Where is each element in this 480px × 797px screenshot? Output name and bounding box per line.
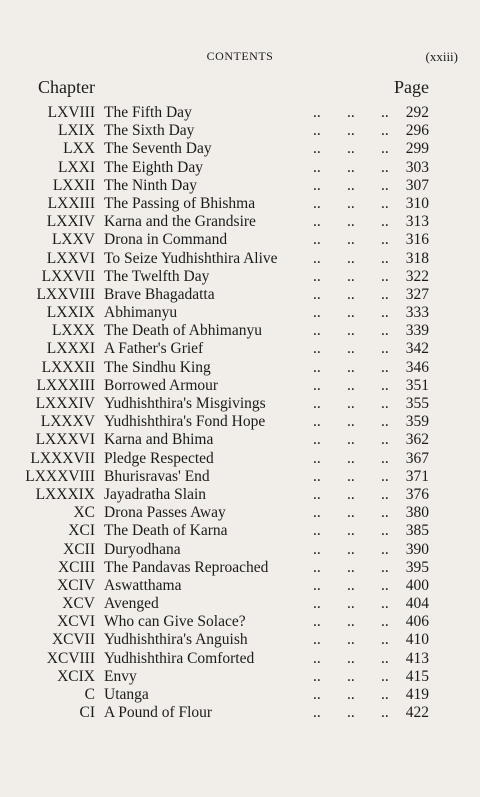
chapter-page: 404 (405, 595, 429, 613)
dot-leader (313, 450, 415, 468)
chapter-page: 351 (405, 376, 429, 394)
leader-dots: .. (381, 540, 389, 558)
leader-dots: .. (381, 649, 389, 667)
leader-dots: .. (347, 558, 355, 576)
chapter-number: LXXIV (46, 213, 95, 231)
chapter-title: Bhurisravas' End (104, 467, 210, 485)
chapter-number: LXXXIV (35, 395, 95, 412)
leader-dots: .. (313, 104, 321, 121)
dot-leader (313, 468, 415, 486)
toc-entry (0, 359, 480, 377)
leader-dots: .. (381, 613, 389, 631)
toc-entry (0, 395, 480, 413)
chapter-page: 359 (405, 413, 429, 431)
leader-dots: .. (313, 358, 321, 376)
chapter-number: LXXIII (47, 194, 95, 212)
chapter-page: 395 (405, 558, 429, 576)
dot-leader (313, 268, 415, 286)
leader-dots: .. (313, 340, 321, 358)
leader-dots: .. (347, 140, 355, 158)
toc-entry (0, 250, 480, 268)
leader-dots: .. (381, 194, 389, 212)
chapter-number: LXXVI (46, 249, 95, 267)
leader-dots: .. (313, 285, 321, 303)
chapter-title: Borrowed Armour (104, 376, 219, 394)
leader-dots: .. (347, 122, 355, 140)
leader-dots: .. (381, 467, 389, 485)
dot-leader (313, 541, 415, 559)
leader-dots: .. (381, 285, 389, 303)
dot-leader (313, 195, 415, 213)
chapter-number: XCIV (57, 576, 95, 594)
chapter-title: Yudhishthira's Fond Hope (104, 413, 266, 431)
chapter-title: Pledge Respected (104, 449, 214, 467)
leader-dots: .. (381, 322, 389, 340)
chapter-number: LXXXI (46, 340, 95, 358)
leader-dots: .. (381, 376, 389, 394)
chapter-title: The Fifth Day (104, 104, 192, 121)
leader-dots: .. (381, 595, 389, 613)
leader-dots: .. (313, 395, 321, 412)
toc-entry (0, 613, 480, 631)
dot-leader (313, 286, 415, 304)
toc-entry (0, 668, 480, 686)
chapter-page: 310 (405, 194, 429, 212)
toc-entry (0, 577, 480, 595)
dot-leader (313, 504, 415, 522)
chapter-page: 406 (405, 613, 429, 631)
chapter-title: The Eighth Day (104, 158, 204, 176)
leader-dots: .. (347, 522, 355, 540)
dot-leader (313, 104, 415, 122)
dot-leader (313, 559, 415, 577)
leader-dots: .. (313, 613, 321, 631)
toc-entry (0, 304, 480, 322)
chapter-page: 400 (405, 576, 429, 594)
chapter-title: The Death of Abhimanyu (104, 322, 262, 340)
leader-dots: .. (313, 631, 321, 649)
toc-entry (0, 140, 480, 158)
chapter-title: The Sixth Day (104, 122, 195, 140)
chapter-title: Karna and the Grandsire (104, 213, 256, 231)
leader-dots: .. (347, 322, 355, 340)
leader-dots: .. (313, 267, 321, 285)
leader-dots: .. (381, 158, 389, 176)
toc-entry (0, 340, 480, 358)
chapter-page: 362 (405, 431, 429, 449)
chapter-title: Yudhishthira's Anguish (104, 631, 248, 649)
chapter-page: 296 (405, 122, 429, 140)
leader-dots: .. (347, 158, 355, 176)
leader-dots: .. (381, 104, 389, 121)
toc-entry (0, 413, 480, 431)
chapter-page: 355 (405, 395, 429, 412)
chapter-title: The Seventh Day (104, 140, 212, 158)
chapter-number: LXXXVII (30, 449, 95, 467)
leader-dots: .. (347, 449, 355, 467)
leader-dots: .. (347, 176, 355, 194)
leader-dots: .. (313, 413, 321, 431)
leader-dots: .. (313, 140, 321, 158)
leader-dots: .. (347, 540, 355, 558)
chapter-page: 390 (405, 540, 429, 558)
chapter-title: Drona Passes Away (104, 504, 226, 522)
chapter-page: 413 (405, 649, 429, 667)
leader-dots: .. (313, 376, 321, 394)
chapter-number: XC (73, 504, 95, 522)
leader-dots: .. (381, 267, 389, 285)
leader-dots: .. (347, 485, 355, 503)
toc-entry (0, 595, 480, 613)
table-of-contents (0, 104, 480, 722)
toc-entry (0, 541, 480, 559)
leader-dots: .. (347, 285, 355, 303)
leader-dots: .. (313, 231, 321, 249)
leader-dots: .. (381, 340, 389, 358)
dot-leader (313, 668, 415, 686)
page-column-heading: Page (394, 77, 429, 97)
chapter-title: Yudhishthira's Misgivings (104, 395, 266, 412)
leader-dots: .. (347, 304, 355, 322)
chapter-title: Who can Give Solace? (104, 613, 246, 631)
chapter-number: LXXV (51, 231, 95, 249)
chapter-title: Envy (104, 667, 137, 685)
leader-dots: .. (347, 413, 355, 431)
chapter-number: XCVIII (46, 649, 95, 667)
chapter-number: CI (79, 704, 95, 722)
running-title: CONTENTS (206, 49, 274, 63)
chapter-title: Drona in Command (104, 231, 228, 249)
chapter-number: XCI (68, 522, 95, 540)
chapter-number: XCII (63, 540, 95, 558)
chapter-page: 380 (405, 504, 429, 522)
leader-dots: .. (313, 431, 321, 449)
chapter-title: The Death of Karna (104, 522, 228, 540)
leader-dots: .. (381, 686, 389, 703)
chapter-title: A Father's Grief (104, 340, 204, 358)
leader-dots: .. (381, 176, 389, 194)
dot-leader (313, 486, 415, 504)
dot-leader (313, 395, 415, 413)
leader-dots: .. (347, 576, 355, 594)
leader-dots: .. (313, 667, 321, 685)
toc-entry (0, 322, 480, 340)
chapter-number: LXXIX (46, 304, 95, 322)
leader-dots: .. (347, 504, 355, 522)
dot-leader (313, 431, 415, 449)
chapter-title: The Passing of Bhishma (104, 194, 256, 212)
chapter-page: 422 (405, 704, 429, 722)
dot-leader (313, 613, 415, 631)
chapter-page: 410 (405, 631, 429, 649)
leader-dots: .. (381, 231, 389, 249)
chapter-title: The Pandavas Reproached (104, 558, 269, 576)
toc-entry (0, 213, 480, 231)
chapter-title: Yudhishthira Comforted (104, 649, 255, 667)
toc-entry (0, 286, 480, 304)
dot-leader (313, 177, 415, 195)
chapter-page: 419 (405, 686, 429, 703)
leader-dots: .. (313, 649, 321, 667)
toc-entry (0, 468, 480, 486)
toc-entry (0, 195, 480, 213)
leader-dots: .. (313, 449, 321, 467)
leader-dots: .. (381, 140, 389, 158)
leader-dots: .. (381, 522, 389, 540)
chapter-title: Utanga (104, 686, 149, 703)
leader-dots: .. (313, 485, 321, 503)
leader-dots: .. (347, 267, 355, 285)
chapter-page: 316 (405, 231, 429, 249)
toc-entry (0, 704, 480, 722)
leader-dots: .. (347, 213, 355, 231)
dot-leader (313, 122, 415, 140)
leader-dots: .. (347, 231, 355, 249)
leader-dots: .. (381, 504, 389, 522)
leader-dots: .. (381, 122, 389, 140)
dot-leader (313, 377, 415, 395)
toc-entry (0, 686, 480, 704)
toc-entry (0, 631, 480, 649)
toc-entry (0, 486, 480, 504)
leader-dots: .. (347, 595, 355, 613)
dot-leader (313, 213, 415, 231)
leader-dots: .. (313, 504, 321, 522)
chapter-page: 333 (405, 304, 429, 322)
leader-dots: .. (381, 667, 389, 685)
leader-dots: .. (313, 686, 321, 703)
page-number: (xxiii) (425, 49, 458, 64)
chapter-page: 327 (405, 285, 429, 303)
leader-dots: .. (313, 576, 321, 594)
leader-dots: .. (347, 194, 355, 212)
leader-dots: .. (313, 213, 321, 231)
leader-dots: .. (313, 558, 321, 576)
leader-dots: .. (381, 704, 389, 722)
leader-dots: .. (313, 595, 321, 613)
chapter-number: XCVI (57, 613, 95, 631)
toc-entry (0, 504, 480, 522)
leader-dots: .. (347, 395, 355, 412)
chapter-title: The Sindhu King (104, 358, 211, 376)
chapter-number: LXXXVI (35, 431, 95, 449)
chapter-title: Abhimanyu (104, 304, 178, 322)
chapter-number: LXXXIII (36, 376, 95, 394)
chapter-title: To Seize Yudhishthira Alive (104, 249, 278, 267)
dot-leader (313, 686, 415, 704)
chapter-number: LXIX (57, 122, 95, 140)
chapter-title: Karna and Bhima (104, 431, 214, 449)
leader-dots: .. (381, 413, 389, 431)
toc-entry (0, 450, 480, 468)
leader-dots: .. (347, 631, 355, 649)
leader-dots: .. (313, 249, 321, 267)
chapter-page: 346 (405, 358, 429, 376)
chapter-page: 318 (405, 249, 429, 267)
leader-dots: .. (347, 249, 355, 267)
leader-dots: .. (381, 558, 389, 576)
leader-dots: .. (347, 686, 355, 703)
leader-dots: .. (313, 522, 321, 540)
chapter-number: LXXI (57, 158, 95, 176)
leader-dots: .. (313, 194, 321, 212)
chapter-number: LXXXVIII (25, 467, 95, 485)
leader-dots: .. (347, 613, 355, 631)
chapter-page: 307 (405, 176, 429, 194)
chapter-title: Jayadratha Slain (104, 485, 207, 503)
leader-dots: .. (347, 104, 355, 121)
leader-dots: .. (381, 249, 389, 267)
chapter-page: 367 (405, 449, 429, 467)
dot-leader (313, 522, 415, 540)
leader-dots: .. (347, 340, 355, 358)
toc-entry (0, 231, 480, 249)
dot-leader (313, 631, 415, 649)
dot-leader (313, 650, 415, 668)
toc-entry (0, 268, 480, 286)
leader-dots: .. (347, 431, 355, 449)
chapter-title: Brave Bhagadatta (104, 285, 215, 303)
leader-dots: .. (381, 631, 389, 649)
dot-leader (313, 140, 415, 158)
leader-dots: .. (313, 540, 321, 558)
chapter-number: LXXVIII (36, 285, 95, 303)
chapter-number: LXXXV (40, 413, 95, 431)
leader-dots: .. (313, 467, 321, 485)
dot-leader (313, 704, 415, 722)
toc-entry (0, 650, 480, 668)
leader-dots: .. (347, 704, 355, 722)
toc-entry (0, 104, 480, 122)
toc-entry (0, 159, 480, 177)
leader-dots: .. (313, 322, 321, 340)
leader-dots: .. (313, 176, 321, 194)
chapter-number: LXVIII (47, 104, 95, 121)
toc-entry (0, 122, 480, 140)
leader-dots: .. (347, 358, 355, 376)
chapter-number: XCIX (57, 667, 95, 685)
toc-entry (0, 431, 480, 449)
leader-dots: .. (381, 576, 389, 594)
dot-leader (313, 322, 415, 340)
chapter-number: XCIII (57, 558, 95, 576)
dot-leader (313, 340, 415, 358)
chapter-page: 292 (405, 104, 429, 121)
leader-dots: .. (313, 304, 321, 322)
chapter-title: Avenged (104, 595, 159, 613)
leader-dots: .. (381, 304, 389, 322)
dot-leader (313, 231, 415, 249)
leader-dots: .. (381, 449, 389, 467)
chapter-page: 376 (405, 485, 429, 503)
chapter-number: LXXX (51, 322, 95, 340)
leader-dots: .. (381, 358, 389, 376)
chapter-page: 371 (405, 467, 429, 485)
leader-dots: .. (313, 158, 321, 176)
leader-dots: .. (347, 376, 355, 394)
dot-leader (313, 577, 415, 595)
dot-leader (313, 413, 415, 431)
dot-leader (313, 159, 415, 177)
chapter-page: 415 (405, 667, 429, 685)
toc-entry (0, 559, 480, 577)
leader-dots: .. (313, 122, 321, 140)
chapter-number: XCV (62, 595, 95, 613)
chapter-number: LXX (63, 140, 95, 158)
chapter-page: 313 (405, 213, 429, 231)
leader-dots: .. (347, 649, 355, 667)
chapter-page: 342 (405, 340, 429, 358)
leader-dots: .. (381, 485, 389, 503)
chapter-number: LXXVII (41, 267, 95, 285)
chapter-number: LXXXII (41, 358, 95, 376)
toc-entry (0, 177, 480, 195)
leader-dots: .. (347, 467, 355, 485)
chapter-title: A Pound of Flour (104, 704, 213, 722)
dot-leader (313, 359, 415, 377)
chapter-page: 322 (405, 267, 429, 285)
chapter-page: 385 (405, 522, 429, 540)
chapter-title: The Twelfth Day (104, 267, 210, 285)
toc-entry (0, 377, 480, 395)
chapter-page: 299 (405, 140, 429, 158)
leader-dots: .. (381, 395, 389, 412)
chapter-page: 339 (405, 322, 429, 340)
chapter-title: Aswatthama (104, 576, 182, 594)
leader-dots: .. (347, 667, 355, 685)
chapter-title: Duryodhana (104, 540, 181, 558)
toc-entry (0, 522, 480, 540)
leader-dots: .. (381, 431, 389, 449)
chapter-number: C (84, 686, 95, 703)
chapter-column-heading: Chapter (38, 77, 95, 97)
leader-dots: .. (313, 704, 321, 722)
dot-leader (313, 304, 415, 322)
dot-leader (313, 595, 415, 613)
chapter-title: The Ninth Day (104, 176, 197, 194)
leader-dots: .. (381, 213, 389, 231)
chapter-number: XCVII (51, 631, 95, 649)
chapter-page: 303 (405, 158, 429, 176)
chapter-number: LXXXIX (35, 485, 95, 503)
chapter-number: LXXII (52, 176, 95, 194)
dot-leader (313, 250, 415, 268)
